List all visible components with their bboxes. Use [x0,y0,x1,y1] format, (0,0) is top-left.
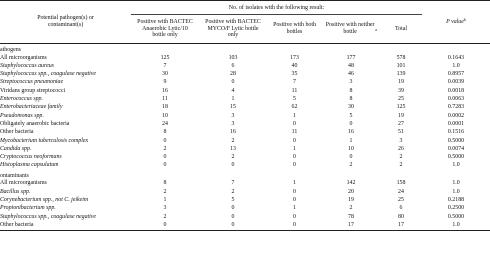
cell-neither: 48 [348,62,354,69]
cell-both: 1 [293,180,296,187]
cell-total: 139 [396,71,406,78]
row-label: Staphylococcus spp., coagulase negative [0,71,97,78]
row-label: Streptococcus pneumoniae [0,79,64,86]
cell-pvalue: 1.0 [452,62,460,69]
cell-both: 1 [293,112,296,119]
cell-both: 0 [293,154,296,161]
cell-total: 80 [398,213,404,220]
cell-myco-only: 0 [231,79,235,86]
cell-myco-only: 4 [231,87,235,94]
cell-myco-only: 6 [231,62,235,69]
cell-myco-only: 0 [231,162,235,169]
cell-anaerobic-only: 18 [162,104,168,111]
row-label: Enterobacteriaceae family [0,104,63,111]
column-header-myco-only-label: Positive with BACTEC MYCO/F Lytic bottle only [205,18,261,39]
table-row [0,137,490,145]
cell-anaerobic-only: 11 [162,96,168,103]
row-label: Histoplasma capsulatum [0,162,59,169]
cell-anaerobic-only: 2 [163,213,167,220]
cell-neither: 20 [348,188,354,195]
cell-total: 2 [399,154,403,161]
row-label: Propionibacterium spp. [0,205,56,212]
column-header-pathogen-label: Potential pathogen(s) or contaminant(s) [37,15,94,28]
row-label: Mycobacterium tuberculosis complex [0,137,89,144]
cell-pvalue: 1.0 [452,162,460,169]
cell-neither: 8 [349,87,353,94]
cell-total: 24 [398,188,404,195]
cell-total: 3 [399,137,403,144]
table-row [0,79,490,87]
table-row [0,213,490,221]
cell-total: 25 [398,197,404,204]
table-row [0,196,490,204]
column-header-neither [322,15,380,44]
cell-neither: 19 [348,197,354,204]
cell-anaerobic-only: 0 [163,162,167,169]
cell-total: 39 [398,87,404,94]
table-row [0,221,490,230]
table-header [0,1,490,44]
table-row [0,95,490,103]
row-label: Other bacteria [0,129,34,136]
column-header-both-label: Positive with both bottles [273,22,316,35]
cell-neither: 17 [322,221,380,230]
table-row [0,128,490,136]
cell-myco-only: 16 [230,129,236,136]
table-row [0,120,490,128]
cell-myco-only: 1 [231,96,235,103]
column-group-label: No. of isolates with the following result: [228,5,325,12]
cell-total: 19 [398,79,404,86]
cell-both: 0 [293,213,296,220]
cell-total: 158 [396,180,406,187]
cell-both: 11 [291,87,298,94]
cell-anaerobic-only: 2 [163,188,167,195]
cell-myco-only: 3 [231,120,235,127]
cell-neither: 0 [349,154,353,161]
cell-anaerobic-only: 0 [163,137,167,144]
cell-both: 0 [267,221,322,230]
section-title: ontaminants [0,172,29,179]
table-row [0,180,490,188]
cell-both: 5 [293,96,296,103]
cell-pvalue: 0.0002 [447,112,465,119]
cell-anaerobic-only: 10 [162,112,168,119]
cell-neither: 16 [348,129,354,136]
cell-pvalue: 1.0 [452,180,460,187]
cell-neither: 5 [349,112,353,119]
row-label: Staphylococcus aureus [0,62,54,69]
cell-anaerobic-only: 8 [163,129,167,136]
cell-myco-only: 5 [231,197,235,204]
column-header-pvalue [422,1,490,44]
table-row [0,145,490,153]
cell-pvalue: 0.0063 [447,96,465,103]
column-header-neither-label: Positive with neither bottle [325,22,375,35]
row-label: Cryptococcus neoformans [0,154,62,161]
row-label: All microorganisms [0,54,47,61]
row-label: Other bacteria [0,221,131,230]
row-label: Bacillus spp. [0,188,31,195]
cell-neither: 46 [348,71,354,78]
row-label: Pseudomonas spp. [0,112,44,119]
cell-both: 11 [291,129,298,136]
cell-total: 17 [380,221,422,230]
cell-anaerobic-only: 125 [160,54,170,61]
cell-total: 578 [396,54,406,61]
cell-pvalue: 1.0 [452,188,460,195]
cell-pvalue: 0.2188 [447,197,465,204]
cell-myco-only: 3 [231,112,235,119]
row-label: All microorganisms [0,180,47,187]
cell-both: 35 [291,71,298,78]
column-header-pathogen [0,1,131,44]
cell-neither: 177 [346,54,356,61]
column-header-myco-only [199,15,267,44]
table-row [0,112,490,120]
table-row [0,87,490,95]
cell-neither: 10 [348,145,354,152]
cell-anaerobic-only: 16 [162,87,168,94]
table-row [0,54,490,62]
cell-neither: 2 [349,162,353,169]
cell-myco-only: 2 [231,154,235,161]
row-label: Viridans group streptococci [0,87,66,94]
cell-pvalue: 0.1643 [447,54,465,61]
row-label: Enterococcus spp. [0,96,43,103]
cell-neither: 8 [349,96,353,103]
cell-myco-only: 103 [228,54,238,61]
cell-pvalue: 0.0001 [447,120,465,127]
table-row [0,62,490,70]
cell-pvalue: 0.0018 [447,87,465,94]
footnote-a-marker: a [375,27,377,32]
table-row [0,205,490,213]
table-row [0,153,490,161]
cell-myco-only: 15 [230,104,236,111]
table-body [0,44,490,231]
cell-total: 101 [396,62,406,69]
cell-myco-only: 2 [231,137,235,144]
cell-pvalue: 0.0074 [447,145,465,152]
cell-both: 0 [293,120,296,127]
table-row [0,188,490,196]
cell-pvalue: 0.7283 [447,104,465,111]
cell-anaerobic-only: 2 [163,145,167,152]
column-header-pvalue-label: P value [446,18,464,25]
cell-neither: 3 [349,79,353,86]
cell-pvalue: 0.1516 [447,129,465,136]
cell-anaerobic-only: 3 [163,205,167,212]
cell-neither: 142 [346,180,356,187]
cell-pvalue: 0.5000 [447,137,465,144]
cell-both: 1 [293,145,296,152]
cell-total: 26 [398,145,404,152]
cell-total: 19 [398,112,404,119]
cell-both: 0 [293,137,296,144]
cell-myco-only: 2 [231,188,235,195]
column-header-total-label: Total [394,25,408,32]
cell-neither: 78 [348,213,354,220]
cell-anaerobic-only: 1 [163,197,167,204]
cell-anaerobic-only: 0 [131,221,199,230]
cell-myco-only: 28 [230,71,236,78]
cell-total: 6 [399,205,403,212]
cell-pvalue: 0.0039 [447,79,465,86]
cell-both: 0 [293,162,296,169]
cell-myco-only: 0 [231,213,235,220]
cell-pvalue: 0.5000 [447,213,465,220]
footnote-b-marker: b [463,16,466,22]
cell-myco-only: 7 [231,180,235,187]
cell-both: 7 [293,79,296,86]
column-header-anaerobic-only-label: Positive with BACTEC Anaerobic Lytic/10 bottle only [137,18,193,39]
column-header-total [380,15,422,44]
cell-both: 0 [293,197,296,204]
section-header [0,170,490,180]
cell-pvalue: 0.2500 [447,205,465,212]
table-row [0,162,490,170]
table-row [0,70,490,78]
cell-total: 125 [396,104,406,111]
cell-neither: 2 [349,205,353,212]
cell-both: 0 [293,188,296,195]
cell-myco-only: 0 [231,205,235,212]
cell-total: 51 [398,129,404,136]
cell-myco-only: 13 [230,145,236,152]
cell-anaerobic-only: 9 [163,79,167,86]
column-group-header [131,1,422,15]
cell-total: 25 [398,96,404,103]
cell-pvalue: 0.5000 [447,154,465,161]
section-header [0,44,490,54]
row-label: Corynebacterium spp., not C. jeikeim [0,197,89,204]
cell-anaerobic-only: 8 [163,180,167,187]
cell-both: 62 [291,104,298,111]
cell-anaerobic-only: 30 [162,71,168,78]
cell-both: 173 [290,54,299,61]
cell-neither: 30 [348,104,354,111]
cell-pvalue: 1.0 [422,221,490,230]
cell-anaerobic-only: 24 [162,120,168,127]
row-label: Staphylococcus spp., coagulase negative [0,213,97,220]
row-label: Candida spp. [0,145,32,152]
cell-anaerobic-only: 7 [163,62,167,69]
cell-both: 40 [291,62,298,69]
column-header-both [267,15,322,44]
cell-neither: 0 [349,120,353,127]
column-header-anaerobic-only [131,15,199,44]
section-title: athogens [0,47,21,53]
cell-myco-only: 0 [199,221,267,230]
cell-total: 27 [398,120,404,127]
cell-both: 1 [293,205,296,212]
cell-neither: 1 [349,137,353,144]
cell-pvalue: 0.8957 [447,71,465,78]
cell-total: 2 [399,162,403,169]
row-label: Obligately anaerobic bacteria [0,120,70,127]
table-row [0,104,490,112]
cell-anaerobic-only: 0 [163,154,167,161]
